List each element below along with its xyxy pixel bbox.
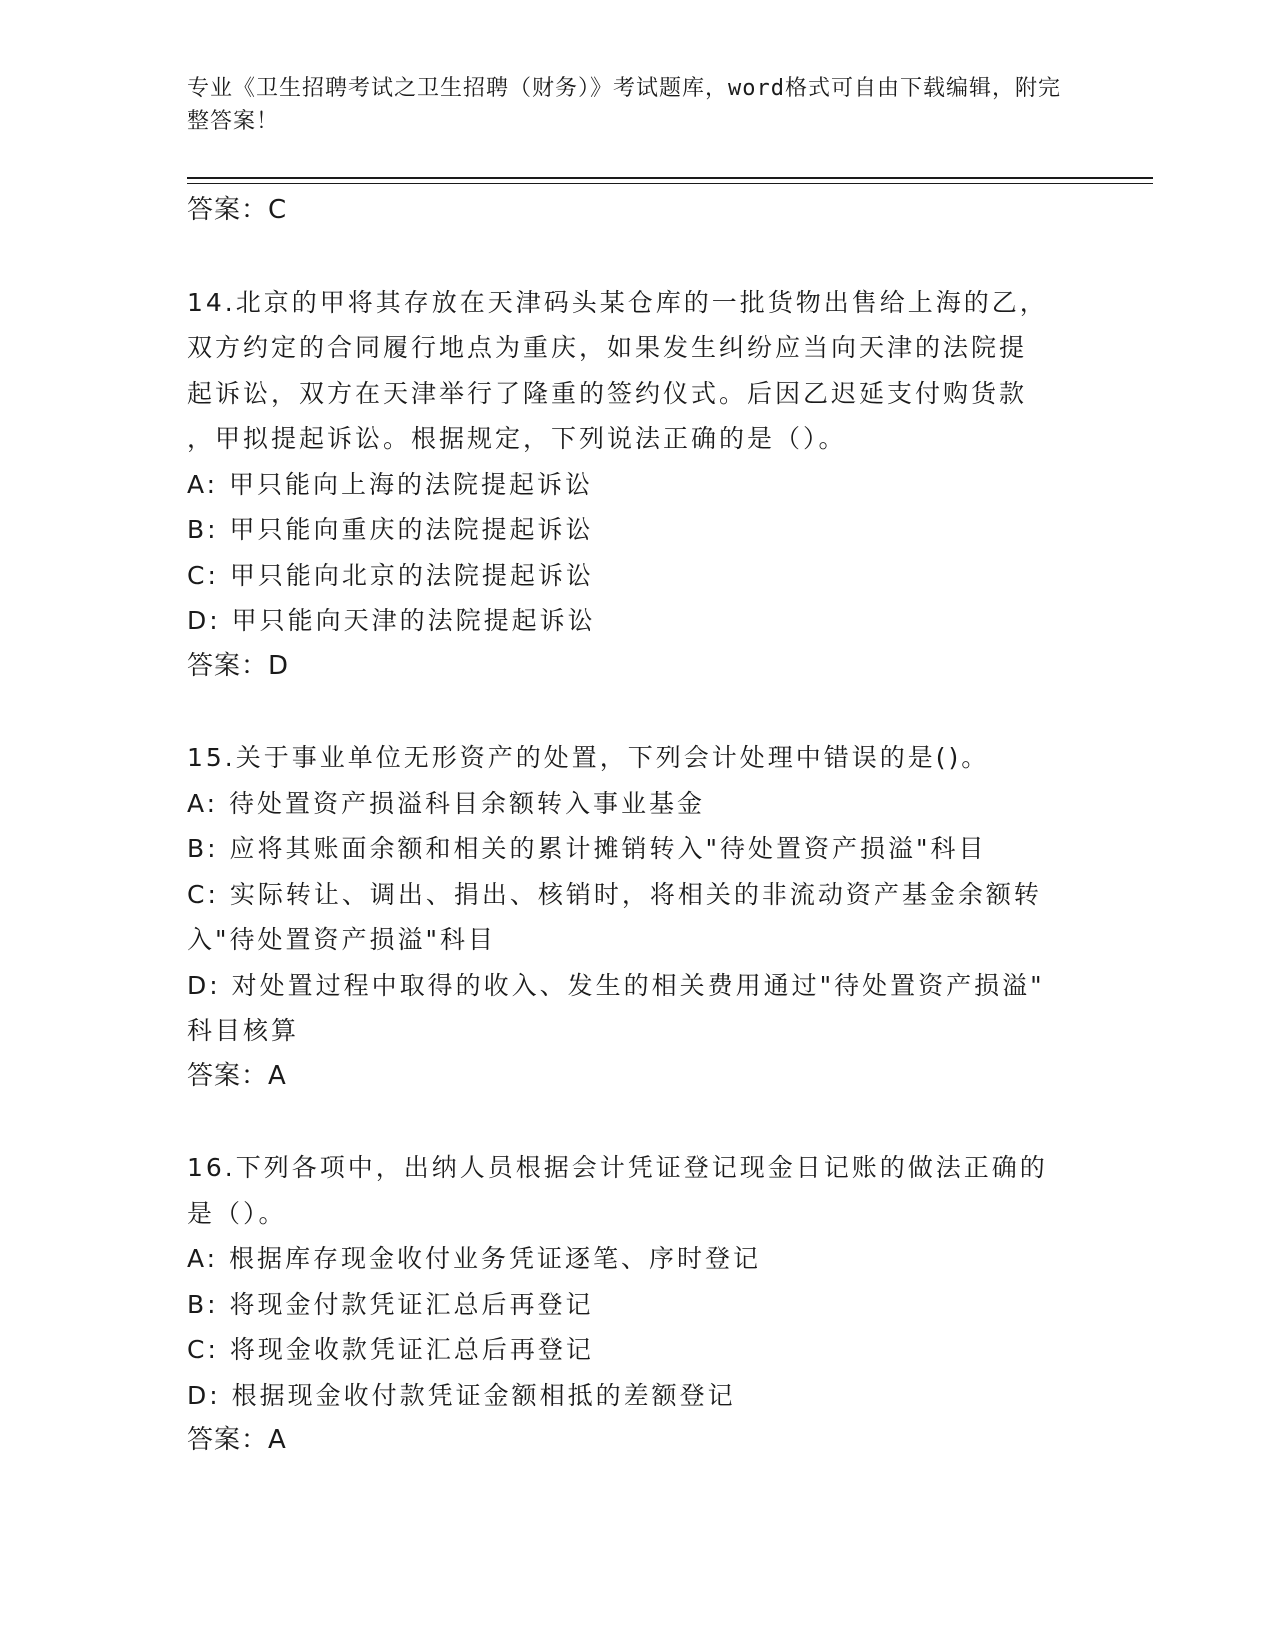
option-c: C: 甲只能向北京的法院提起诉讼 [187, 560, 594, 590]
document-header: 专业《卫生招聘考试之卫生招聘（财务）》考试题库，word格式可自由下载编辑，附完整答案！ [187, 76, 1061, 134]
option-a: A: 待处置资产损溢科目余额转入事业基金 [187, 788, 706, 818]
option-b: B: 将现金付款凭证汇总后再登记 [187, 1289, 594, 1319]
answer: 答案：A [187, 1060, 287, 1091]
option-c: C: 将现金收款凭证汇总后再登记 [187, 1335, 594, 1364]
question-list [187, 188, 1087, 1464]
option-d-continued: 科目核算 [187, 1016, 300, 1045]
option-b: B: 应将其账面余额和相关的累计摊销转入"待处置资产损溢"科目 [187, 834, 987, 863]
answer: 答案：D [187, 650, 290, 681]
option-a: A: 甲只能向上海的法院提起诉讼 [187, 469, 594, 499]
header-rule-thin [187, 183, 1153, 184]
question-text-line: 是（）。 [187, 1198, 287, 1228]
question-text-line: 15.关于事业单位无形资产的处置，下列会计处理中错误的是()。 [187, 743, 990, 772]
option-d: D: 甲只能向天津的法院提起诉讼 [187, 606, 596, 635]
option-a: A: 根据库存现金收付业务凭证逐笔、序时登记 [187, 1244, 762, 1273]
question-text-line: ，甲拟提起诉讼。根据规定，下列说法正确的是（）。 [187, 424, 847, 453]
option-b: B: 甲只能向重庆的法院提起诉讼 [187, 515, 594, 544]
question-text-line: 16.下列各项中，出纳人员根据会计凭证登记现金日记账的做法正确的 [187, 1153, 1048, 1182]
question-14 [187, 280, 1087, 690]
answer-prev: 答案：C [187, 195, 288, 225]
option-c: C: 实际转让、调出、捐出、核销时，将相关的非流动资产基金余额转 [187, 879, 1042, 909]
question-15 [187, 735, 1087, 1099]
question-text-line: 起诉讼，双方在天津举行了隆重的签约仪式。后因乙迟延支付购货款 [187, 378, 1028, 408]
header-rule-thick [187, 177, 1153, 179]
question-16 [187, 1145, 1087, 1464]
question-text-line: 14.北京的甲将其存放在天津码头某仓库的一批货物出售给上海的乙， [187, 287, 1048, 317]
question-text-line: 双方约定的合同履行地点为重庆，如果发生纠纷应当向天津的法院提 [187, 333, 1028, 362]
option-d: D: 根据现金收付款凭证金额相抵的差额登记 [187, 1380, 736, 1410]
option-c-continued: 入"待处置资产损溢"科目 [187, 925, 496, 954]
option-d: D: 对处置过程中取得的收入、发生的相关费用通过"待处置资产损溢" [187, 970, 1045, 1000]
answer: 答案：A [187, 1425, 287, 1455]
